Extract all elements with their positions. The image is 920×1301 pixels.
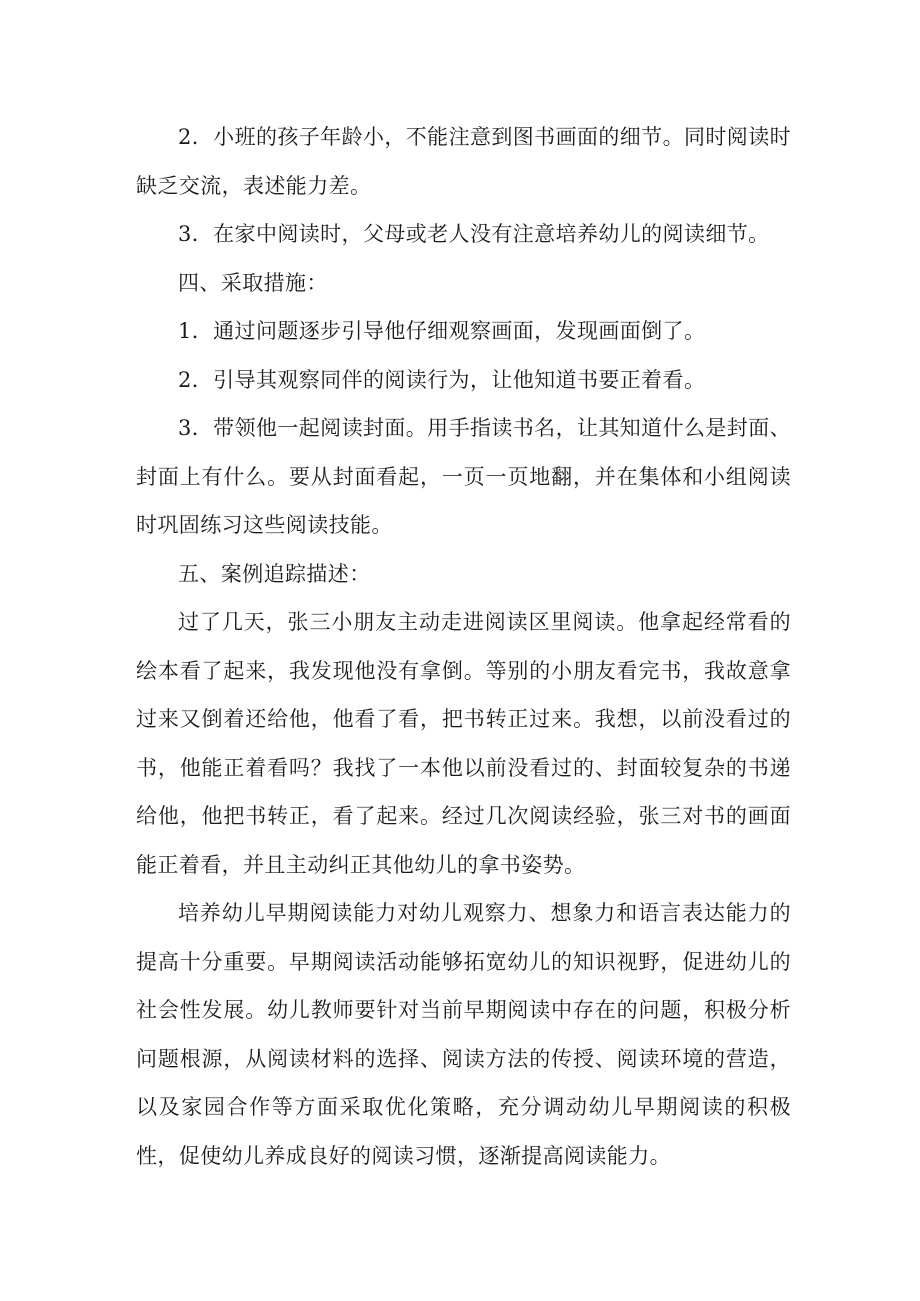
paragraph-measure-2: 2．引导其观察同伴的阅读行为，让他知道书要正着看。 [178,367,706,392]
paragraph-conclusion: 培养幼儿早期阅读能力对幼儿观察力、想象力和语言表达能力的提高十分重要。早期阅读活动能够拓宽幼儿的知识视野，促进幼儿的社会性发展。幼儿教师要针对当前早期阅读中存在的问题，积极分析问题根源，从阅读材料的选择、阅读方法的传授、阅读环境的营造，以及家园合作等方面采取优化策略，充分调动幼儿早期阅读的积极性，促使幼儿养成良好的阅读习惯，逐渐提高阅读能力。 [136,901,791,1168]
paragraph-measure-3: 3．带领他一起阅读封面。用手指读书名，让其知道什么是封面、封面上有什么。要从封面看起，一页一页地翻，并在集体和小组阅读时巩固练习这些阅读技能。 [136,416,791,537]
paragraph-measure-1: 1．通过问题逐步引导他仔细观察画面，发现画面倒了。 [178,319,706,343]
document-body [136,113,791,1180]
paragraph-point-3-home: 3．在家中阅读时，父母或老人没有注意培养幼儿的阅读细节。 [178,222,770,246]
paragraph-point-2-age: 2．小班的孩子年龄小，不能注意到图书画面的细节。同时阅读时缺乏交流，表述能力差。 [136,125,791,198]
section-heading-measures: 四、采取措施： [178,270,328,295]
paragraph-followup-description: 过了几天，张三小朋友主动走进阅读区里阅读。他拿起经常看的绘本看了起来，我发现他没有拿倒。等别的小朋友看完书，我故意拿过来又倒着还给他，他看了看，把书转正过来。我想，以前没看过的书，他能正着看吗？我找了一本他以前没看过的、封面较复杂的书递给他，他把书转正，看了起来。经过几次阅读经验，张三对书的画面能正着看，并且主动纠正其他幼儿的拿书姿势。 [136,610,791,877]
section-heading-followup: 五、案例追踪描述： [178,561,371,586]
